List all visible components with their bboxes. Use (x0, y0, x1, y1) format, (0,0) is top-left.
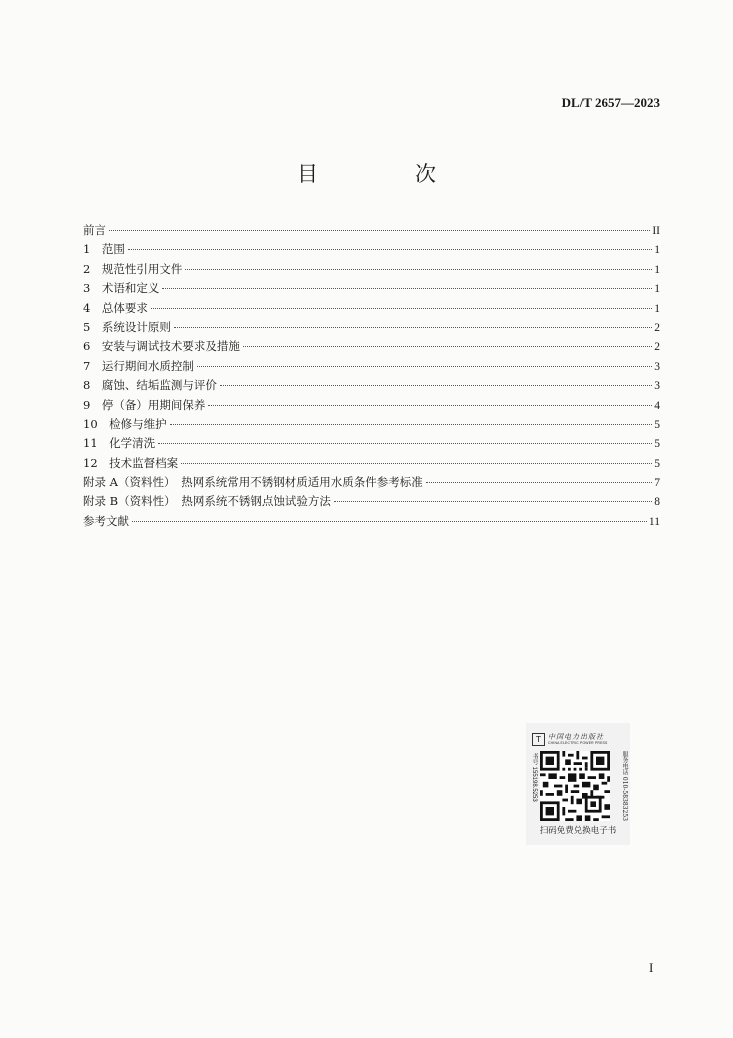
toc-dot-leader (170, 424, 652, 425)
toc-entry[interactable] (83, 376, 660, 395)
toc-dot-leader (174, 327, 652, 328)
toc-dot-leader (109, 230, 650, 231)
toc-dot-leader (128, 249, 652, 250)
toc-entry-label: 附录 B（资料性） 热网系统不锈钢点蚀试验方法 (83, 494, 331, 509)
toc-entry-label: 4 总体要求 (83, 300, 148, 315)
toc-entry[interactable] (83, 318, 660, 337)
toc-entry-page: 5 (654, 457, 660, 470)
toc-entry-label: 10 检修与维护 (83, 416, 167, 431)
toc-entry[interactable] (83, 434, 660, 453)
toc-entry[interactable] (83, 492, 660, 511)
toc-entry-page: 1 (654, 283, 660, 296)
toc-title: 目 次 (297, 162, 474, 186)
hotline-text (614, 751, 628, 823)
toc-entry-page: 3 (654, 360, 660, 373)
toc-entry-page: 1 (654, 302, 660, 315)
toc-entry-label: 11 化学清洗 (83, 436, 156, 451)
toc-dot-leader (132, 521, 647, 522)
toc-entry-label: 7 运行期间水质控制 (83, 358, 194, 373)
isbn-text: 书号 155198.5253 (531, 753, 537, 802)
publisher-name-cn: 中国电力出版社 (548, 732, 604, 741)
publisher-name-en: CHINA ELECTRIC POWER PRESS (548, 740, 608, 745)
toc-entry-page: 1 (654, 244, 660, 257)
toc-entry-page: 7 (654, 477, 660, 490)
toc-entry-page: 11 (648, 515, 660, 528)
toc-entry-label: 3 术语和定义 (83, 281, 160, 296)
toc-entry[interactable] (83, 454, 660, 473)
toc-entry-page: 1 (654, 263, 660, 276)
qr-code-icon[interactable] (540, 751, 610, 821)
toc-entry-label: 8 腐蚀、结垢监测与评价 (83, 378, 217, 393)
toc-dot-leader (426, 482, 652, 483)
toc-entry-label: 1 范围 (83, 242, 125, 257)
toc-entry-page: 2 (654, 321, 660, 334)
toc-dot-leader (185, 269, 652, 270)
toc-entry-page: 8 (654, 496, 660, 509)
toc-dot-leader (151, 308, 652, 309)
toc-entry-label: 6 安装与调试技术要求及措施 (83, 339, 240, 354)
toc-dot-leader (181, 463, 652, 464)
publisher-logo-icon: T (532, 733, 545, 746)
toc-entry[interactable] (83, 415, 660, 434)
toc-entry[interactable] (83, 337, 660, 356)
toc-dot-leader (220, 385, 652, 386)
toc-entry[interactable] (83, 357, 660, 376)
toc-entry[interactable] (83, 221, 660, 240)
toc-entry-label: 9 停（备）用期间保养 (83, 397, 206, 412)
publisher-header (532, 730, 626, 748)
hotline-number: 010-58383253 (621, 776, 628, 821)
toc-entry-label: 5 系统设计原则 (83, 319, 171, 334)
toc-entry[interactable] (83, 396, 660, 415)
hotline-label: 服务电话 (621, 751, 628, 775)
toc-entry-label: 附录 A（资料性） 热网系统常用不锈钢材质适用水质条件参考标准 (83, 475, 423, 490)
toc-dot-leader (334, 501, 652, 502)
toc-entry-label: 参考文献 (83, 513, 129, 528)
toc-entry-page: 2 (654, 341, 660, 354)
toc-dot-leader (208, 405, 652, 406)
toc-dot-leader (243, 346, 652, 347)
toc-dot-leader (158, 443, 652, 444)
toc-entry[interactable] (83, 279, 660, 298)
qr-card (526, 723, 630, 845)
toc-dot-leader (197, 366, 652, 367)
page-number: I (649, 960, 654, 975)
toc-entry-page: 5 (654, 438, 660, 451)
toc-entry-page: 5 (654, 418, 660, 431)
toc-entry[interactable] (83, 299, 660, 318)
toc-entry-label: 前言 (83, 223, 106, 237)
toc-entry-page: 3 (654, 380, 660, 393)
document-code: DL/T 2657—2023 (561, 95, 660, 110)
toc-entry-page: 4 (654, 399, 660, 412)
toc-entry[interactable] (83, 240, 660, 259)
toc-list (83, 221, 660, 531)
toc-dot-leader (162, 288, 652, 289)
toc-entry[interactable] (83, 473, 660, 492)
toc-entry[interactable] (83, 260, 660, 279)
qr-caption: 扫码免费兑换电子书 (539, 826, 617, 836)
toc-entry[interactable] (83, 512, 660, 531)
toc-entry-label: 2 规范性引用文件 (83, 261, 183, 276)
toc-entry-label: 12 技术监督档案 (83, 455, 179, 470)
toc-entry-page: II (652, 225, 660, 237)
